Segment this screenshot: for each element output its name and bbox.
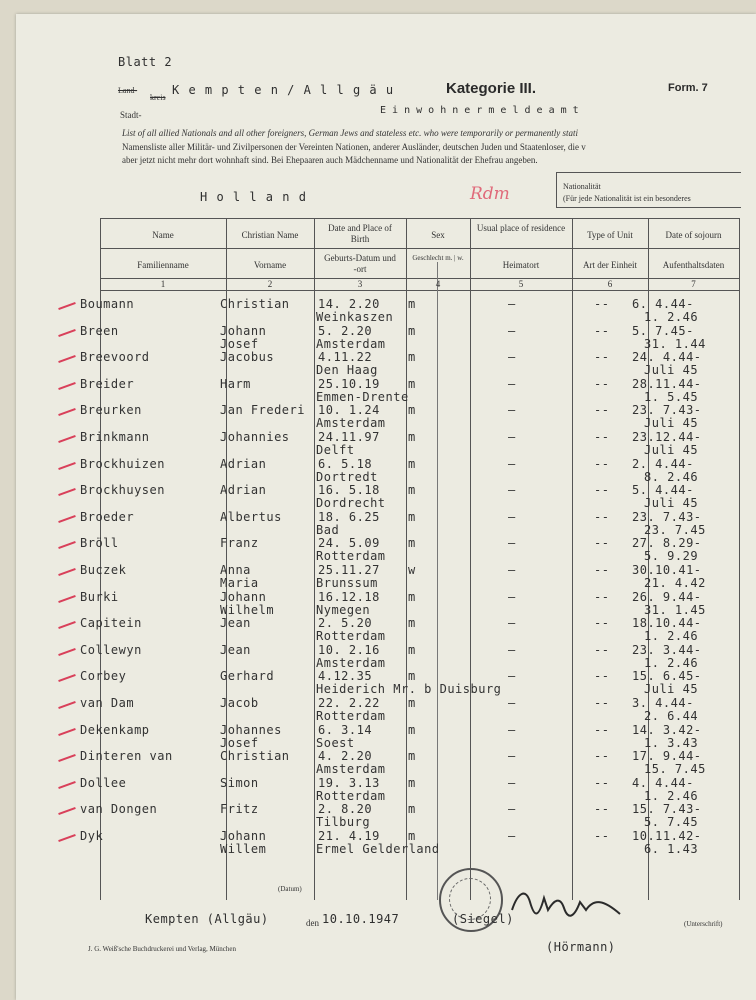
table-row [0,563,740,589]
red-check-mark [58,834,76,842]
date-caption: (Datum) [278,885,302,893]
table-row [0,776,740,802]
row-birth-date: 22. 2.22 [318,696,380,710]
row-surname: Brockhuizen [80,456,165,471]
table-row [0,802,740,828]
table-row [0,723,740,749]
col-header-residence: Usual place of residence [476,223,566,233]
row-first-name: Harm [220,376,251,391]
row-sex: m [408,589,416,604]
row-sojourn-to: 1. 5.45 [644,389,699,404]
row-first-name: Jacob [220,696,259,710]
row-first-name: Jan Frederi [220,403,305,418]
row-sojourn-from: 15. 7.43- [632,802,702,817]
red-check-mark [58,754,76,762]
row-sex: m [408,696,416,710]
row-first-name: Adrian [220,483,267,498]
row-surname: Dinteren van [80,749,173,764]
row-residence: — [508,775,516,790]
form-number: Form. 7 [668,82,708,94]
row-sex: m [408,775,416,790]
row-birth-place: Weinkaszen [316,310,394,324]
row-unit: -- [594,749,610,764]
col-de-christian-name: Vorname [253,260,287,270]
col-num-1: 1 [160,279,166,289]
row-surname: Breurken [80,403,142,418]
row-sojourn-to: 21. 4.42 [644,576,706,590]
row-sex: m [408,430,416,444]
row-birth-date: 24. 5.09 [318,536,380,551]
row-birth-place: Rotterdam [316,629,386,644]
row-residence: — [508,430,516,444]
table-row [0,297,740,323]
col-de-name: Familienname [137,260,189,270]
row-birth-date: 18. 6.25 [318,509,380,524]
footer-den: den [306,918,319,928]
row-unit: -- [594,829,610,843]
row-birth-place: Delft [316,443,355,457]
row-birth-date: 10. 1.24 [318,403,380,418]
red-check-mark [58,435,76,443]
row-sojourn-to: 31. 1.45 [644,602,706,617]
row-surname: van Dam [80,696,135,710]
row-sojourn-from: 5. 7.45- [632,323,694,338]
row-birth-place: Dordrecht [316,496,386,511]
row-surname: Breider [80,376,135,391]
row-birth-place: Rotterdam [316,709,386,723]
row-first-name: Johannies [220,430,290,444]
row-sex: m [408,536,416,551]
row-second-name: Wilhelm [220,602,275,617]
row-residence: — [508,350,516,365]
red-check-mark [58,728,76,736]
red-check-mark [58,329,76,337]
row-birth-place: Ermel Gelderland [316,842,440,856]
nationality-box [556,172,741,208]
row-birth-date: 19. 3.13 [318,775,380,790]
row-birth-date: 10. 2.16 [318,642,380,657]
row-sojourn-from: 30.10.41- [632,563,702,577]
row-unit: -- [594,323,610,338]
col-num-5: 5 [518,279,524,289]
row-sex: m [408,483,416,498]
nationality-box-note: (Für jede Nationalität ist ein besonderes [563,194,691,203]
row-birth-place: Amsterdam [316,762,386,777]
row-birth-date: 2. 5.20 [318,616,373,631]
table-row [0,324,740,350]
row-residence: — [508,509,516,524]
printer-credit: J. G. Weiß'sche Buchdruckerei und Verlag, München [88,945,236,953]
red-check-mark [58,355,76,363]
col-num-2: 2 [267,279,273,289]
row-residence: — [508,829,516,843]
row-residence: — [508,536,516,551]
col-header-sojourn: Date of sojourn [665,230,722,240]
row-sex: m [408,509,416,524]
row-second-name: Willem [220,842,267,856]
row-sojourn-to: 5. 7.45 [644,815,699,830]
table-row [0,829,740,855]
row-sex: m [408,802,416,817]
col-header-unit: Type of Unit [587,230,633,240]
category-title: Kategorie III. [446,80,537,97]
row-unit: -- [594,563,610,577]
col-num-6: 6 [607,279,613,289]
row-birth-place: Bad [316,522,340,537]
row-residence: — [508,297,516,311]
row-unit: -- [594,722,610,737]
table-row [0,350,740,376]
row-unit: -- [594,536,610,551]
col-header-sex: Sex [431,230,445,240]
row-unit: -- [594,403,610,418]
row-unit: -- [594,376,610,391]
red-check-mark [58,302,76,310]
row-unit: -- [594,297,610,311]
row-birth-place: Amsterdam [316,655,386,670]
row-unit: -- [594,509,610,524]
row-sex: m [408,616,416,631]
row-first-name: Fritz [220,802,259,817]
place-typed: K e m p t e n / A l l g ä u [172,83,395,97]
office-typed: E i n w o h n e r m e l d e a m t [380,105,579,116]
red-check-mark [58,648,76,656]
row-residence: — [508,483,516,498]
row-sojourn-to: Juli 45 [644,682,699,697]
col-de-sex: Geschlecht m. | w. [412,254,464,262]
row-birth-place: Amsterdam [316,416,386,431]
footer-place: Kempten (Allgäu) [145,912,269,926]
red-check-mark [58,621,76,629]
row-surname: Dyk [80,829,104,843]
table-row [0,457,740,483]
row-sojourn-to: 31. 1.44 [644,336,706,351]
table-row [0,403,740,429]
col-num-3: 3 [357,279,363,289]
row-birth-date: 4. 2.20 [318,749,373,764]
kreis-label: kreis [150,93,166,102]
row-unit: -- [594,350,610,365]
row-birth-date: 21. 4.19 [318,829,380,843]
row-sojourn-from: 10.11.42- [632,829,702,843]
row-birth-date: 6. 5.18 [318,456,373,471]
row-birth-place: Nymegen [316,602,371,617]
row-birth-date: 16.12.18 [318,589,380,604]
row-sojourn-from: 15. 6.45- [632,669,702,684]
row-surname: Buczek [80,563,127,577]
row-residence: — [508,802,516,817]
row-sojourn-from: 23.12.44- [632,430,702,444]
row-sojourn-to: 8. 2.46 [644,469,699,484]
red-check-mark [58,674,76,682]
row-unit: -- [594,642,610,657]
row-sex: m [408,403,416,418]
row-birth-place: Rotterdam [316,788,386,803]
row-first-name: Simon [220,775,259,790]
row-sex: m [408,323,416,338]
row-birth-date: 4.11.22 [318,350,373,365]
row-residence: — [508,722,516,737]
row-birth-place: Tilburg [316,815,371,830]
row-first-name: Adrian [220,456,267,471]
siegel-label: (Siegel) [452,912,514,926]
col-de-birth: Geburts-Datum und -ort [324,253,396,274]
row-unit: -- [594,696,610,710]
row-sex: m [408,749,416,764]
row-residence: — [508,563,516,577]
row-sojourn-to: 23. 7.45 [644,522,706,537]
row-sojourn-from: 28.11.44- [632,376,702,391]
red-check-mark [58,462,76,470]
row-birth-place: Emmen-Drente [316,389,409,404]
table-row [0,643,740,669]
row-residence: — [508,323,516,338]
row-residence: — [508,669,516,684]
row-sojourn-from: 24. 4.44- [632,350,702,365]
row-sojourn-from: 14. 3.42- [632,722,702,737]
row-surname: Boumann [80,297,135,311]
row-first-name: Johann [220,323,267,338]
row-sojourn-from: 23. 3.44- [632,642,702,657]
row-sex: m [408,456,416,471]
row-sojourn-to: 1. 2.46 [644,788,699,803]
row-surname: Brinkmann [80,430,150,444]
table-row [0,377,740,403]
row-second-name: Maria [220,576,259,590]
english-note: List of all allied Nationals and all other foreigners, German Jews and stateless etc. who were temporarily or permanently stati [122,128,579,138]
row-second-name: Josef [220,336,259,351]
row-sojourn-from: 5. 4.44- [632,483,694,498]
row-first-name: Johann [220,829,267,843]
row-residence: — [508,376,516,391]
row-sex: w [408,563,416,577]
red-check-mark [58,701,76,709]
row-birth-place: Rotterdam [316,549,386,564]
row-surname: Bröll [80,536,119,551]
row-sojourn-from: 23. 7.43- [632,403,702,418]
row-sojourn-to: 1. 2.46 [644,310,699,324]
col-header-christian-name: Christian Name [241,230,299,240]
row-birth-place: Soest [316,735,355,750]
row-sex: m [408,642,416,657]
red-check-mark [58,568,76,576]
row-sojourn-from: 27. 8.29- [632,536,702,551]
row-sojourn-from: 23. 7.43- [632,509,702,524]
row-surname: van Dongen [80,802,158,817]
table-row [0,536,740,562]
sheet-number: Blatt 2 [118,55,173,69]
signature-caption: (Unterschrift) [684,920,723,928]
col-header-birth: Date and Place of Birth [328,223,392,244]
row-surname: Dollee [80,775,127,790]
row-unit: -- [594,589,610,604]
stadt-label: Stadt- [120,110,142,120]
row-first-name: Jean [220,642,251,657]
row-surname: Collewyn [80,642,142,657]
row-residence: — [508,696,516,710]
row-unit: -- [594,616,610,631]
row-surname: Breen [80,323,119,338]
row-surname: Broeder [80,509,135,524]
row-sojourn-from: 26. 9.44- [632,589,702,604]
row-unit: -- [594,456,610,471]
table-row [0,669,740,695]
table-row [0,483,740,509]
red-annotation: Rdm [470,184,510,204]
red-check-mark [58,807,76,815]
row-sojourn-to: Juli 45 [644,496,699,511]
row-sojourn-from: 3. 4.44- [632,696,694,710]
signer-name: (Hörmann) [546,940,616,954]
row-sojourn-to: 5. 9.29 [644,549,699,564]
table-row [0,696,740,722]
row-second-name: Josef [220,735,259,750]
row-first-name: Jacobus [220,350,275,365]
row-residence: — [508,403,516,418]
row-birth-place: Dortredt [316,469,378,484]
row-birth-date: 24.11.97 [318,430,380,444]
row-sojourn-from: 4. 4.44- [632,775,694,790]
table-row [0,590,740,616]
red-check-mark [58,781,76,789]
row-sojourn-to: 2. 6.44 [644,709,699,723]
german-note-2: aber jetzt nicht mehr dort wohnhaft sind. Bei Ehepaaren auch Mädchenname und Nationalität der Ehefrau angeben. [122,155,538,165]
row-sojourn-to: Juli 45 [644,416,699,431]
col-header-name: Name [152,230,174,240]
row-sex: m [408,722,416,737]
row-sojourn-to: 6. 1.43 [644,842,699,856]
table-row [0,749,740,775]
row-first-name: Johann [220,589,267,604]
row-first-name: Franz [220,536,259,551]
row-sex: m [408,297,416,311]
row-surname: Dekenkamp [80,722,150,737]
row-sojourn-from: 6. 4.44- [632,297,694,311]
row-first-name: Gerhard [220,669,275,684]
row-surname: Capitein [80,616,142,631]
row-birth-place: Heiderich Mr. b Duisburg [316,682,502,697]
col-num-7: 7 [691,279,696,289]
table-row [0,616,740,642]
row-first-name: Albertus [220,509,282,524]
row-residence: — [508,642,516,657]
row-sojourn-to: 1. 2.46 [644,629,699,644]
col-de-unit: Art der Einheit [583,260,637,270]
red-check-mark [58,488,76,496]
row-birth-place: Den Haag [316,363,378,378]
col-de-residence: Heimatort [502,260,540,270]
row-sojourn-to: 1. 2.46 [644,655,699,670]
row-sojourn-from: 17. 9.44- [632,749,702,764]
row-birth-date: 5. 2.20 [318,323,373,338]
nationality-box-label: Nationalität [563,182,601,191]
row-sojourn-to: 1. 3.43 [644,735,699,750]
row-birth-date: 16. 5.18 [318,483,380,498]
row-birth-date: 25.11.27 [318,563,380,577]
col-de-sojourn: Aufenthaltsdaten [662,260,725,270]
row-birth-date: 2. 8.20 [318,802,373,817]
red-check-mark [58,515,76,523]
german-note-1: Namensliste aller Militär- und Zivilpersonen der Vereinten Nationen, anderer Ausländer, deutschen Juden und Staatenloser, die v [122,142,586,152]
row-birth-place: Brunssum [316,576,378,590]
row-sojourn-to: Juli 45 [644,363,699,378]
row-residence: — [508,456,516,471]
red-check-mark [58,595,76,603]
row-birth-date: 14. 2.20 [318,297,380,311]
row-residence: — [508,616,516,631]
footer-date: 10.10.1947 [322,912,400,926]
row-unit: -- [594,802,610,817]
row-sojourn-to: 15. 7.45 [644,762,706,777]
row-sojourn-to: Juli 45 [644,443,699,457]
row-surname: Breevoord [80,350,150,365]
row-first-name: Anna [220,563,251,577]
row-surname: Burki [80,589,119,604]
handwritten-signature [508,880,628,930]
row-first-name: Jean [220,616,251,631]
row-sojourn-from: 18.10.44- [632,616,702,631]
row-birth-date: 4.12.35 [318,669,373,684]
row-sex: m [408,350,416,365]
row-sex: m [408,829,416,843]
row-birth-date: 6. 3.14 [318,722,373,737]
red-check-mark [58,382,76,390]
nationality-typed: H o l l a n d [200,190,307,204]
row-unit: -- [594,775,610,790]
row-unit: -- [594,669,610,684]
row-unit: -- [594,430,610,444]
row-residence: — [508,589,516,604]
row-sex: m [408,376,416,391]
row-unit: -- [594,483,610,498]
table-row [0,430,740,456]
red-check-mark [58,408,76,416]
row-first-name: Johannes [220,722,282,737]
red-check-mark [58,541,76,549]
row-surname: Corbey [80,669,127,684]
row-birth-place: Amsterdam [316,336,386,351]
row-first-name: Christian [220,749,290,764]
land-label: Land- [118,86,138,95]
row-first-name: Christian [220,297,290,311]
row-sojourn-from: 2. 4.44- [632,456,694,471]
table-row [0,510,740,536]
row-surname: Brockhuysen [80,483,165,498]
row-sex: m [408,669,416,684]
col-num-4: 4 [435,279,441,289]
row-birth-date: 25.10.19 [318,376,380,391]
row-residence: — [508,749,516,764]
